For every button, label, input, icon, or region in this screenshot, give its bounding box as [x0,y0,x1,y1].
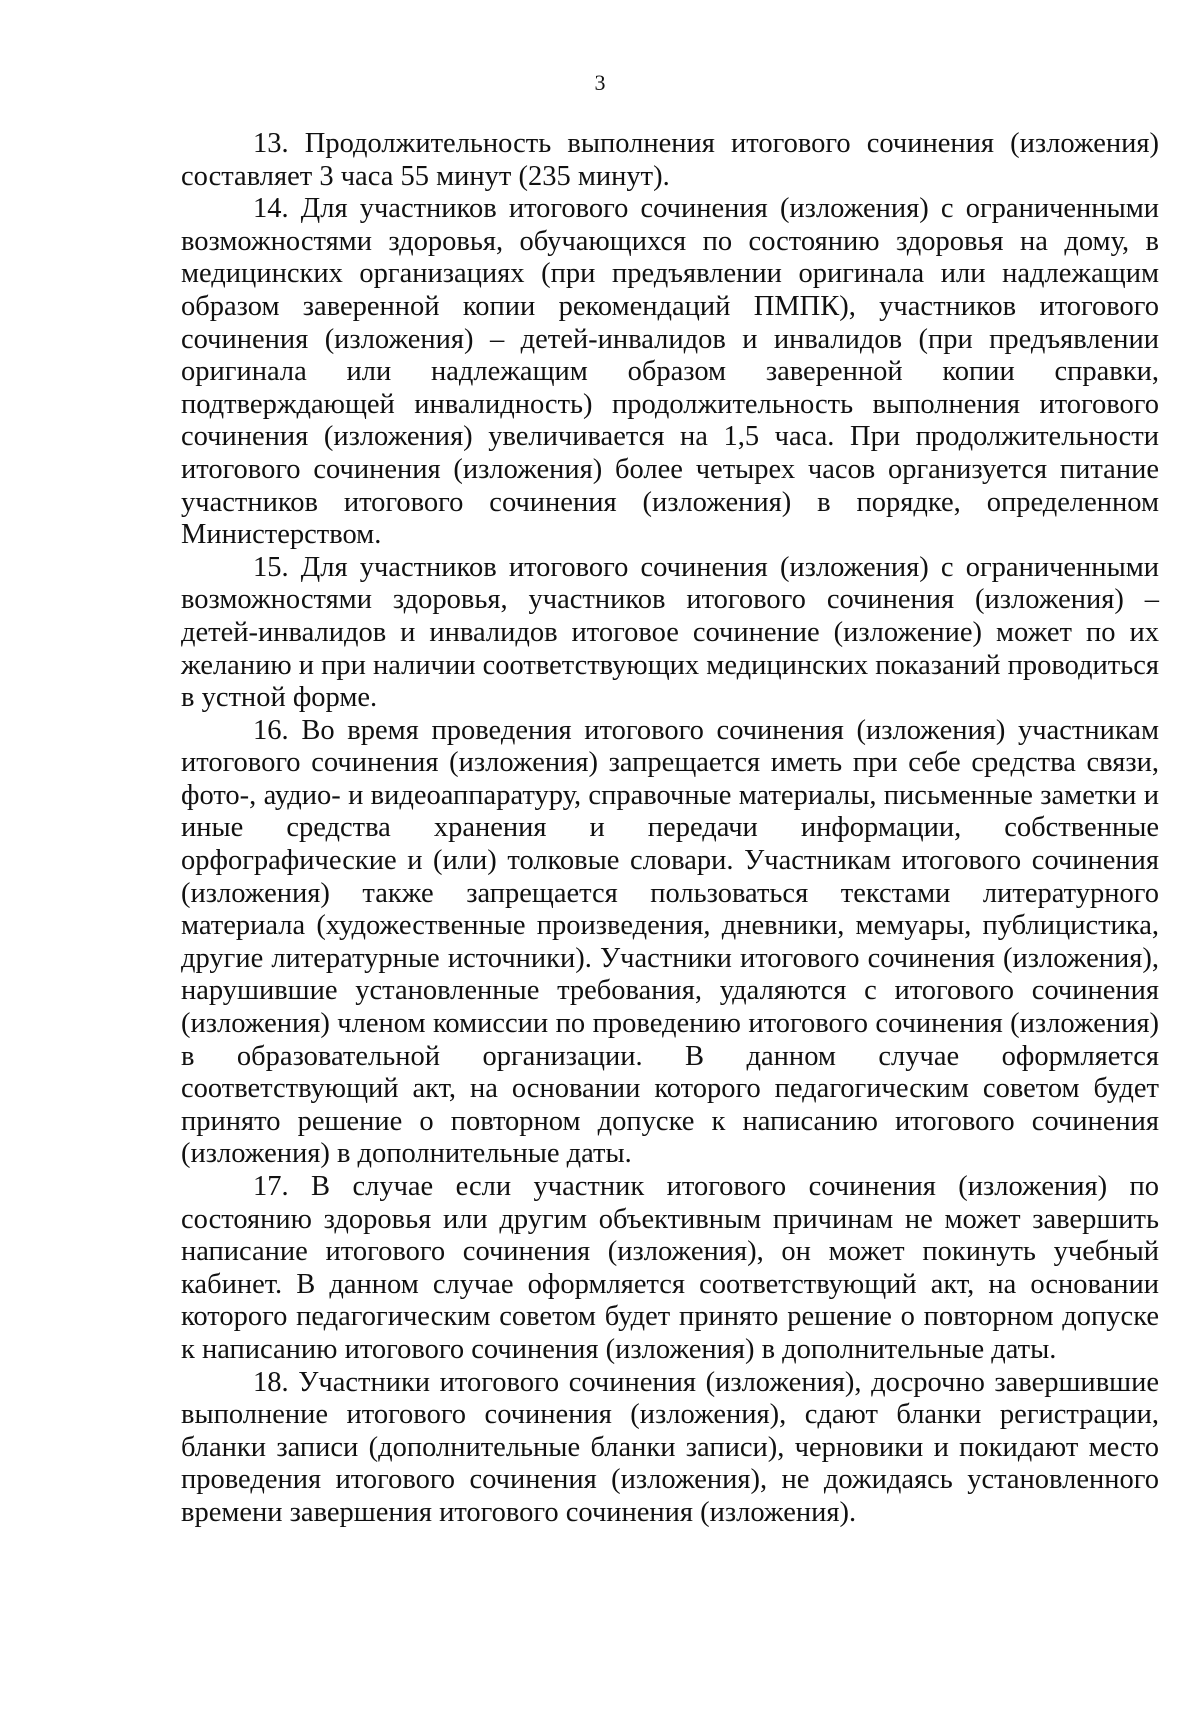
paragraph-18: 18. Участники итогового сочинения (изложения), досрочно завершившие выполнение итогового сочинения (изложения), сдают бланки регистрации, бланки записи (дополнительные бланки записи), черновики и покидают место проведения итогового сочинения (изложения), не дожидаясь установленного времени завершения итогового сочинения (изложения). [181,1366,1159,1528]
paragraph-15: 15. Для участников итогового сочинения (изложения) с ограниченными возможностями здоровья, участников итогового сочинения (изложения) – детей-инвалидов и инвалидов итоговое сочинение (изложение) может по их желанию и при наличии соответствующих медицинских показаний проводиться в устной форме. [181,551,1159,714]
page-number: 3 [594,70,606,95]
paragraph-16: 16. Во время проведения итогового сочинения (изложения) участникам итогового сочинения (изложения) запрещается иметь при себе средства связи, фото-, аудио- и видеоаппаратуру, справочные материалы, письменные заметки и иные средства хранения и передачи информации, собственные орфографические и (или) толковые словари. Участникам итогового сочинения (изложения) также запрещается пользоваться текстами литературного материала (художественные произведения, дневники, мемуары, публицистика, другие литературные источники). Участники итогового сочинения (изложения), нарушившие установленные требования, удаляются с итогового сочинения (изложения) членом комиссии по проведению итогового сочинения (изложения) в образовательной организации. В данном случае оформляется соответствующий акт, на основании которого педагогическим советом будет принято решение о повторном допуске к написанию итогового сочинения (изложения) в дополнительные даты. [181,714,1159,1170]
paragraph-14: 14. Для участников итогового сочинения (изложения) с ограниченными возможностями здоровья, обучающихся по состоянию здоровья на дому, в медицинских организациях (при предъявлении оригинала или надлежащим образом заверенной копии рекомендаций ПМПК), участников итогового сочинения (изложения) – детей-инвалидов и инвалидов (при предъявлении оригинала или надлежащим образом заверенной копии справки, подтверждающей инвалидность) продолжительность выполнения итогового сочинения (изложения) увеличивается на 1,5 часа. При продолжительности итогового сочинения (изложения) более четырех часов организуется питание участников итогового сочинения (изложения) в порядке, определенном Министерством. [181,193,1159,551]
document-body [181,128,1159,1530]
paragraph-17: 17. В случае если участник итогового сочинения (изложения) по состоянию здоровья или другим объективным причинам не может завершить написание итогового сочинения (изложения), он может покинуть учебный кабинет. В данном случае оформляется соответствующий акт, на основании которого педагогическим советом будет принято решение о повторном допуске к написанию итогового сочинения (изложения) в дополнительные даты. [181,1171,1159,1365]
paragraph-13: 13. Продолжительность выполнения итогового сочинения (изложения) составляет 3 часа 55 минут (235 минут). [181,128,1159,192]
